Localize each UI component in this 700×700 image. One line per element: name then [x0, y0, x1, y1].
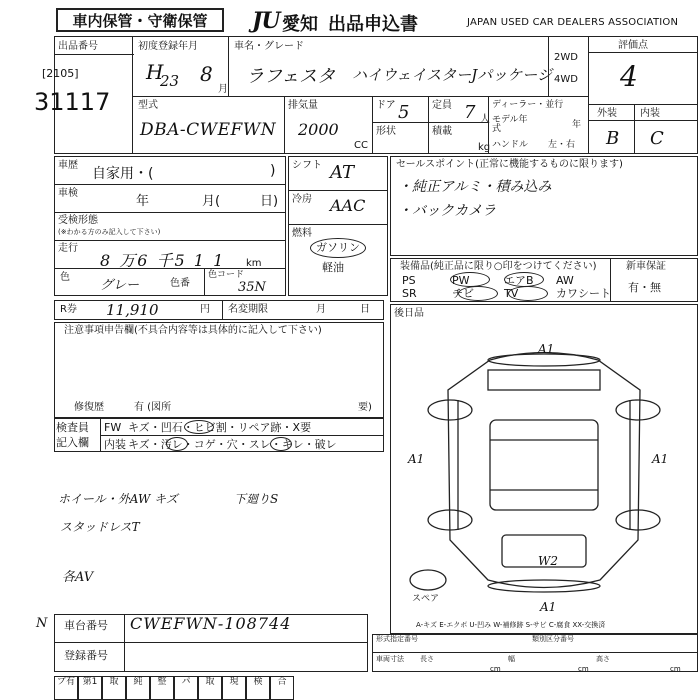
storage-tag: 車内保管・守衛保管	[56, 8, 224, 32]
cm-unit-1: cm	[490, 665, 501, 673]
name-change-month: 月	[316, 304, 326, 315]
history-box	[54, 156, 286, 296]
association-name: JAPAN USED CAR DEALERS ASSOCIATION	[467, 17, 679, 28]
model-spec-label: 形式指定番号	[376, 635, 418, 643]
rating-score: 4	[620, 60, 638, 93]
inspection-year: 年	[136, 194, 150, 209]
model-label: 型式	[138, 100, 158, 111]
mark-circle	[166, 437, 188, 451]
equipment-circle	[508, 286, 548, 301]
checklist-cell: 取	[102, 676, 126, 700]
interior-label: 内装	[640, 108, 660, 119]
selling-points-label: セールスポイント(正常に機能するものに限ります)	[396, 159, 623, 170]
height-label: 高さ	[596, 655, 610, 663]
checklist-cell: 純	[126, 676, 150, 700]
displacement-label: 排気量	[288, 100, 318, 111]
handle-options: 左・右	[548, 140, 576, 150]
r-ticket-row	[54, 300, 384, 320]
length-label: 長さ	[420, 655, 434, 663]
spare-label: スペア	[412, 594, 440, 604]
ju-logo: JU	[252, 8, 280, 34]
n-mark: N	[36, 616, 48, 631]
name-change-day: 日	[360, 304, 370, 315]
damage-right: A1	[652, 452, 669, 466]
mark-circle	[184, 420, 214, 434]
r-ticket-label: R券	[60, 304, 77, 315]
comment-3: 各AV	[62, 570, 94, 585]
checklist-cell: 取	[198, 676, 222, 700]
drive-4wd: 4WD	[554, 74, 578, 85]
equipment-item: AW	[556, 274, 574, 287]
doors-value: 5	[398, 102, 410, 123]
color-value: グレー	[100, 278, 140, 293]
equipment-item: PW	[452, 274, 470, 287]
damage-bottom: A1	[540, 600, 557, 614]
year-unit: 年	[572, 120, 582, 130]
warranty-label: 新車保証	[626, 261, 666, 272]
inspector-row-2: キズ・汚レ・コゲ・穴・スレ・キレ・破レ	[128, 438, 337, 451]
checklist-cell: 現	[222, 676, 246, 700]
exterior-grade: B	[606, 128, 620, 149]
rating-label: 評価点	[618, 40, 648, 51]
load-unit: kg	[478, 142, 491, 153]
checklist-cell: パ	[174, 676, 198, 700]
equipment-item: TV	[504, 287, 519, 300]
first-reg-label: 初度登録年月	[138, 41, 198, 52]
shift-label: シフト	[292, 160, 322, 171]
usage-label: 車歴	[58, 160, 78, 171]
notes-label: 注意事項申告欄(不具合内容等は具体的に記入して下さい)	[64, 325, 322, 336]
equipment-circle	[504, 272, 544, 287]
usage-close: )	[270, 163, 276, 179]
comment-1b: 下廻りS	[234, 492, 279, 506]
inspector-label-1: 検査員	[56, 421, 89, 434]
color-label: 色	[60, 272, 70, 283]
displacement-unit: CC	[354, 140, 368, 151]
inspector-fw: FW	[104, 421, 122, 434]
drive-2wd: 2WD	[554, 52, 578, 63]
damage-legend: A-キズ E-エクボ U-凹み W-補修跡 S-サビ C-腐食 XX-交換済	[416, 621, 606, 629]
car-grade: ハイウェイスターJパッケージ	[352, 66, 552, 84]
color-code: 35N	[238, 280, 266, 295]
inspection-form-label: 受検形態	[58, 215, 98, 226]
checklist-cell: 検	[246, 676, 270, 700]
damage-left: A1	[408, 452, 425, 466]
cm-unit-2: cm	[578, 665, 589, 673]
chassis-number: CWEFWN-108744	[130, 614, 292, 633]
lot-label: 出品番号	[58, 41, 98, 52]
checklist-cell: 合	[270, 676, 294, 700]
width-label: 幅	[508, 655, 515, 663]
warranty-options: 有・無	[628, 281, 661, 294]
repair-options: 有 (図所	[134, 402, 172, 413]
comment-2: スタッドレスT	[60, 520, 140, 534]
title-pref: 愛知	[282, 14, 318, 35]
aircon-value: AAC	[330, 196, 366, 215]
handle-label: ハンドル	[492, 140, 529, 150]
checklist-cell: 第1	[78, 676, 102, 700]
damage-rear: W2	[538, 554, 558, 568]
selling-point-2: ・バックカメラ	[398, 203, 496, 219]
checklist-cell: プ有	[54, 676, 78, 700]
equipment-item: SR	[402, 287, 417, 300]
first-reg-era: H	[146, 60, 164, 84]
lot-number: 31117	[34, 88, 111, 116]
month-unit: 月	[218, 84, 228, 95]
equipment-circle	[450, 272, 490, 287]
inspector-row-1: キズ・凹石・ヒビ割・リペア跡・X要	[128, 421, 312, 434]
equipment-item: PS	[402, 274, 416, 287]
cm-unit-3: cm	[670, 665, 681, 673]
name-change-label: 名変期限	[228, 304, 268, 315]
displacement-value: 2000	[298, 120, 339, 139]
damage-top: A1	[538, 342, 555, 356]
seats-value: 7	[464, 102, 476, 123]
r-ticket-value: 11,910	[106, 301, 159, 319]
checklist-cell: 整	[150, 676, 174, 700]
shift-value: AT	[330, 162, 355, 183]
usage-value: 自家用・(	[92, 166, 154, 182]
r-ticket-unit: 円	[200, 304, 210, 315]
seats-unit: 人	[480, 114, 490, 125]
model-year-label: モデル年式	[492, 115, 528, 134]
inspector-label-2: 記入欄	[56, 436, 89, 449]
mileage-value: 8 万6 千5 1 1	[100, 251, 226, 270]
size-label: 車両寸法	[376, 655, 404, 663]
color-code-label2: 色コード	[208, 270, 245, 280]
car-name: ラフェスタ	[246, 66, 336, 87]
equipment-item: カワシート	[556, 287, 611, 300]
repair-close: 要)	[358, 402, 372, 413]
equipment-label: 装備品(純正品に限り○印をつけてください)	[400, 261, 597, 272]
inspection-month: 月(	[202, 194, 221, 209]
name-grade-label: 車名・グレード	[234, 41, 304, 52]
load-label: 積載	[432, 126, 452, 137]
lot-sub: [2105]	[42, 67, 79, 80]
mileage-label: 走行	[58, 243, 78, 254]
exterior-label: 外装	[597, 108, 617, 119]
back-label: 後日品	[394, 308, 424, 319]
fuel-gasoline: ガソリン	[316, 241, 360, 254]
first-reg-year: 23	[160, 72, 180, 90]
model-code: DBA-CWEFWN	[140, 120, 277, 140]
mark-circle	[270, 437, 292, 451]
mileage-unit: km	[246, 258, 262, 269]
inspection-day: 日)	[260, 194, 279, 209]
chassis-label: 車台番号	[64, 619, 108, 632]
color-code-label: 色番	[170, 278, 190, 289]
registration-label: 登録番号	[64, 649, 108, 662]
dealer-label: ディーラー・並行	[492, 100, 564, 110]
fuel-diesel: 軽油	[322, 261, 344, 274]
inspector-interior: 内装	[104, 438, 126, 451]
equipment-item: エアB	[504, 274, 534, 287]
car-diagram	[390, 330, 698, 630]
inspection-form-note: (※わかる方のみ記入して下さい)	[58, 228, 161, 236]
shape-label: 形状	[376, 126, 396, 137]
equipment-circle	[458, 286, 498, 301]
category-label: 類別区分番号	[532, 635, 574, 643]
first-reg-month: 8	[200, 62, 213, 86]
inspection-label: 車検	[58, 188, 78, 199]
aircon-label: 冷房	[292, 194, 312, 205]
seats-label: 定員	[432, 100, 452, 111]
form-title: 出品申込書	[328, 14, 418, 35]
fuel-label: 燃料	[292, 228, 312, 239]
selling-point-1: ・純正アルミ・積み込み	[398, 179, 552, 195]
comment-1: ホイール・外AW キズ	[58, 492, 178, 506]
equipment-item: チビ	[452, 287, 474, 300]
repair-label: 修復歴	[74, 402, 104, 413]
interior-grade: C	[650, 128, 664, 149]
doors-label: ドア	[376, 100, 396, 111]
